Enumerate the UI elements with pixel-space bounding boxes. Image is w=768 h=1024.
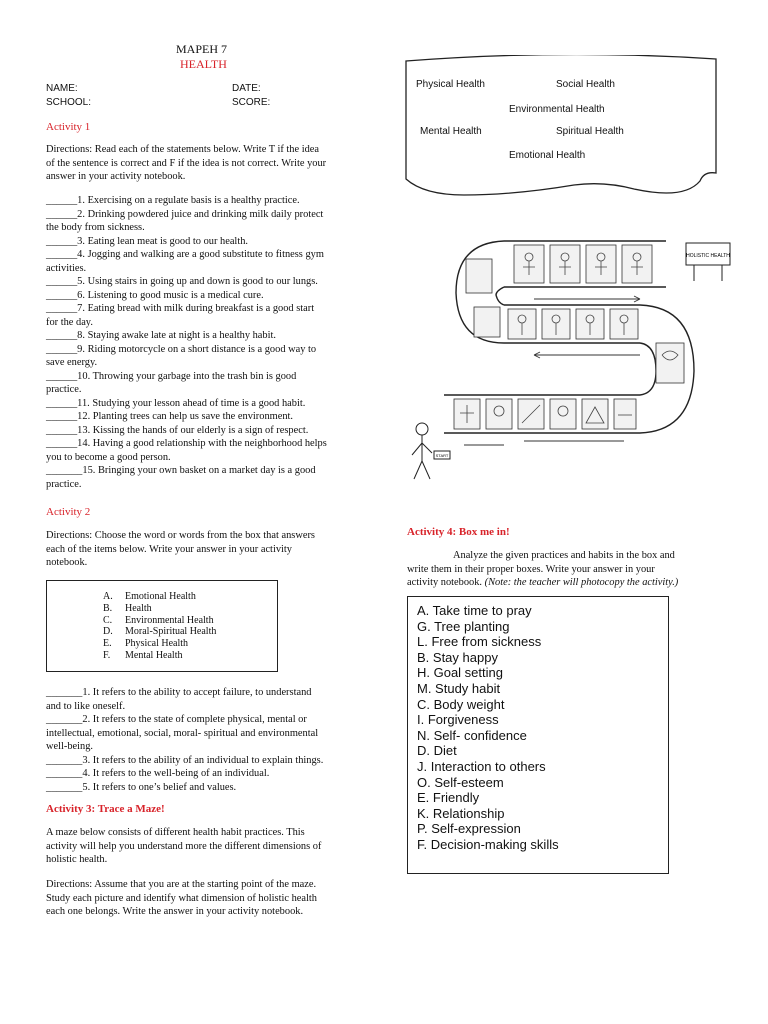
practices-box	[407, 596, 669, 874]
list-item: _______1. It refers to the ability to accept failure, to understand	[46, 687, 312, 698]
list-item: _______3. It refers to the ability of an individual to explain things.	[46, 754, 324, 766]
list-item: practice.	[46, 384, 82, 395]
list-item: and to like oneself.	[46, 700, 126, 712]
dim-social: Social Health	[556, 79, 615, 90]
practice-item: I. Forgiveness	[417, 712, 499, 728]
list-item: ______8. Staying awake late at night is a healthy habit.	[46, 330, 276, 341]
practice-item: D. Diet	[417, 743, 457, 759]
list-item: practice.	[46, 478, 82, 490]
list-item: ______13. Kissing the hands of our elderly is a sign of respect.	[46, 424, 309, 436]
practice-item: O. Self-esteem	[417, 774, 504, 790]
practice-item: P. Self-expression	[417, 821, 521, 837]
topic-title: HEALTH	[180, 57, 227, 71]
list-item: ______7. Eating bread with milk during breakfast is a good start	[46, 303, 315, 314]
practice-item: E. Friendly	[417, 790, 480, 806]
activity1-directions	[46, 143, 366, 184]
practice-item: A. Take time to pray	[417, 603, 532, 618]
directions-line: answer in your activity notebook.	[46, 171, 186, 182]
directions-line: Directions: Choose the word or words from the box that answers	[46, 530, 315, 541]
list-item: ______14. Having a good relationship with the neighborhood helps	[46, 438, 327, 449]
score-label: SCORE:	[232, 97, 271, 108]
list-item: ______1. Exercising on a regulate basis is a healthy practice.	[46, 195, 300, 206]
list-item: _______5. It refers to one’s belief and values.	[46, 781, 237, 793]
activity4-instructions	[407, 549, 727, 590]
list-item: ______12. Planting trees can help us save the environment.	[46, 411, 294, 422]
instructions-line: write them in their proper boxes. Write your answer in your	[407, 563, 655, 575]
list-item: ______3. Eating lean meat is good to our health.	[46, 235, 248, 247]
practice-item: H. Goal setting	[417, 665, 503, 681]
list-item: intellectual, emotional, social, moral- spiritual and environmental	[46, 727, 319, 739]
intro-line: activity will help you understand more the different dimensions of	[46, 840, 322, 852]
list-item: ______4. Jogging and walking are a good substitute to fitness gym	[46, 249, 324, 260]
list-item: well-being.	[46, 741, 94, 752]
list-item: ______10. Throwing your garbage into the trash bin is good	[46, 370, 297, 382]
directions-line: Study each picture and identify what dimension of holistic health	[46, 892, 317, 904]
practice-item: L. Free from sickness	[417, 634, 542, 650]
practice-item: K. Relationship	[417, 805, 505, 821]
activity3-directions	[46, 878, 368, 919]
choice-item: F. Mental Health	[103, 649, 183, 661]
dim-environmental: Environmental Health	[509, 104, 605, 115]
dim-emotional: Emotional Health	[509, 150, 586, 161]
directions-line: each one belongs. Write the answer in your activity notebook.	[46, 906, 304, 917]
choice-item: A. Emotional Health	[103, 591, 196, 602]
directions-line: notebook.	[46, 557, 88, 568]
practice-item: N. Self- confidence	[417, 727, 527, 743]
intro-line: A maze below consists of different health habit practices. This	[46, 827, 305, 838]
activity2-items	[46, 686, 368, 794]
school-label: SCHOOL:	[46, 97, 92, 108]
practice-item: F. Decision-making skills	[417, 836, 559, 852]
directions-line: Directions: Assume that you are at the starting point of the maze.	[46, 879, 317, 890]
activity1-title: Activity 1	[46, 121, 91, 133]
list-item: activities.	[46, 262, 87, 274]
list-item: _______15. Bringing your own basket on a market day is a good	[46, 465, 316, 476]
choices-box	[46, 580, 278, 672]
activity2-directions	[46, 529, 366, 570]
activity3-intro	[46, 826, 368, 867]
activity3-title: Activity 3: Trace a Maze!	[46, 803, 165, 815]
list-item: ______5. Using stairs in going up and down is good to our lungs.	[46, 276, 318, 287]
instructions-line: activity notebook. (Note: the teacher will photocopy the activity.)	[407, 577, 679, 588]
dim-mental: Mental Health	[420, 126, 482, 137]
list-item: for the day.	[46, 316, 93, 328]
list-item: you to become a good person.	[46, 451, 171, 463]
choice-item: B. Health	[103, 602, 152, 614]
teacher-note: (Note: the teacher will photocopy the activity.)	[484, 577, 679, 588]
list-item: save energy.	[46, 357, 98, 368]
directions-line: each of the items below. Write your answer in your activity	[46, 543, 292, 555]
list-item: the body from sickness.	[46, 222, 145, 233]
dim-physical: Physical Health	[416, 79, 485, 90]
practice-item: B. Stay happy	[417, 649, 498, 665]
directions-line: Directions: Read each of the statements below. Write T if the idea	[46, 144, 320, 155]
activity2-title: Activity 2	[46, 506, 91, 518]
practice-item: J. Interaction to others	[417, 758, 546, 774]
date-label: DATE:	[232, 83, 261, 94]
dim-spiritual: Spiritual Health	[556, 126, 624, 137]
list-item: ______11. Studying your lesson ahead of time is a good habit.	[46, 397, 306, 409]
choice-item: E. Physical Health	[103, 638, 189, 650]
start-label: START	[435, 453, 449, 458]
activity4-title: Activity 4: Box me in!	[407, 526, 510, 538]
list-item: _______4. It refers to the well-being of an individual.	[46, 768, 270, 779]
practice-item: C. Body weight	[417, 696, 505, 712]
list-item: ______6. Listening to good music is a medical cure.	[46, 289, 264, 301]
maze-illustration	[404, 215, 734, 495]
choice-item: C. Environmental Health	[103, 614, 214, 626]
subject-title: MAPEH 7	[176, 42, 228, 56]
practice-item: M. Study habit	[417, 680, 501, 696]
list-item: ______9. Riding motorcycle on a short distance is a good way to	[46, 343, 317, 355]
end-sign-text: HOLISTIC HEALTH	[686, 253, 730, 259]
list-item: ______2. Drinking powdered juice and drinking milk daily protect	[46, 208, 324, 220]
intro-line: holistic health.	[46, 854, 108, 865]
practice-item: G. Tree planting	[417, 618, 510, 634]
choice-item: D. Moral-Spiritual Health	[103, 626, 217, 638]
directions-line: of the sentence is correct and F if the idea is not correct. Write your	[46, 157, 327, 169]
name-label: NAME:	[46, 83, 78, 94]
list-item: _______2. It refers to the state of complete physical, mental or	[46, 714, 307, 725]
activity1-items	[46, 194, 366, 491]
instructions-line: Analyze the given practices and habits in the box and	[453, 550, 675, 561]
